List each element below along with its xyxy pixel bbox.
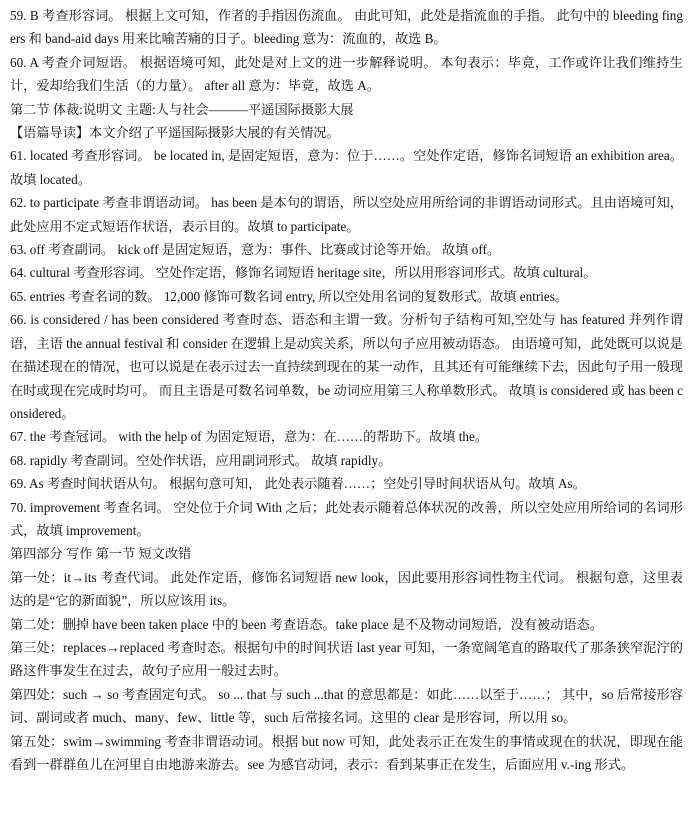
answer-59: 59. B 考查形容词。 根据上文可知，作者的手指因伤流血。 由此可知，此处是指流血的手指。 此句中的 bleeding fingers 和 band-aid days 用来比喻苦痛的日子。bleeding 意为：流血的，故选 B。	[10, 8, 683, 47]
answer-62: 62. to participate 考查非谓语动词。 has been 是本句的谓语，所以空处应用所给词的非谓语动词形式。且由语境可知，此处应用不定式短语作状语，表示目的。故填 to participate。	[10, 195, 683, 234]
section-heading-part2: 第二节 体裁:说明文 主题:人与社会———平遥国际摄影大展	[10, 101, 354, 117]
answer-66: 66. is considered / has been considered 考查时态、语态和主谓一致。分析句子结构可知,空处与 has featured 并列作谓语，主语 the annual festival 和 consider 在逻辑上是动宾关系，所以句子应用被动语态。 由语境可知，此处既可以说是在描述现在的情况，也可以说是在表示过去一直持续到现在的某一动作，且其还有可能继续下去，因此句子用一般现在时或现在完成时均可。 而且主语是可数名词单数，be 动词应用第三人称单数形式。 故填 is considered 或 has been considered。	[10, 312, 683, 421]
answer-65: 65. entries 考查名词的数。 12,000 修饰可数名词 entry, 所以空处用名词的复数形式。故填 entries。	[10, 288, 569, 304]
answer-60: 60. A 考查介词短语。 根据语境可知，此处是对上文的进一步解释说明。 本句表示：毕竟，工作或许让我们维持生计，爱却给我们生活（的力量）。 after all 意为：毕竟，故选 A。	[10, 54, 683, 94]
correction-4: 第四处：such → so 考查固定句式。 so ... that 与 such ...that 的意思都是：如此……以至于……； 其中，so 后常接形容词、副词或者 much、many、few、little 等，such 后常接名词。这里的 clear 是形容词，所以用 so。	[10, 686, 683, 726]
correction-5: 第五处：swim→swimming 考查非谓语动词。根据 but now 可知，此处表示正在发生的事情或现在的状况，即现在能看到一群群鱼儿在河里自由地游来游去。see 为感官动词，表示：看到某事正在发生，后面应用 v.-ing 形式。	[10, 733, 683, 772]
answer-64: 64. cultural 考查形容词。 空处作定语，修饰名词短语 heritage site，所以用形容词形式。故填 cultural。	[10, 265, 597, 281]
answer-70: 70. improvement 考查名词。 空处位于介词 With 之后；此处表示随着总体状况的改善，所以空处应用所给词的名词形式，故填 improvement。	[10, 499, 683, 538]
passage-guide: 【语篇导读】本文介绍了平遥国际摄影大展的有关情况。	[10, 125, 340, 141]
correction-2: 第二处：删掉 have been taken place 中的 been 考查语态。take place 是不及物动词短语，没有被动语态。	[10, 616, 603, 632]
answer-61: 61. located 考查形容词。 be located in, 是固定短语，意为：位于……。空处作定语，修饰名词短语 an exhibition area。 故填 located。	[10, 148, 683, 187]
answer-67: 67. the 考查冠词。 with the help of 为固定短语，意为：在……的帮助下。故填 the。	[10, 429, 489, 445]
answer-63: 63. off 考查副词。 kick off 是固定短语，意为：事件、比赛或讨论等开始。 故填 off。	[10, 242, 501, 258]
section-heading-part4: 第四部分 写作 第一节 短文改错	[10, 546, 192, 562]
answer-68: 68. rapidly 考查副词。空处作状语，应用副词形式。 故填 rapidly。	[10, 452, 392, 468]
answer-69: 69. As 考查时间状语从句。 根据句意可知， 此处表示随着……；空处引导时间状语从句。故填 As。	[10, 476, 586, 492]
correction-1: 第一处：it→its 考查代词。 此处作定语，修饰名词短语 new look，因此要用形容词性物主代词。 根据句意，这里表达的是“它的新面貌”，所以应该用 its。	[10, 569, 683, 609]
correction-3: 第三处：replaces→replaced 考查时态。根据句中的时间状语 last year 可知，一条宽阔笔直的路取代了那条狭窄泥泞的路这件事发生在过去，故句子应用一般过去时。	[10, 639, 683, 679]
